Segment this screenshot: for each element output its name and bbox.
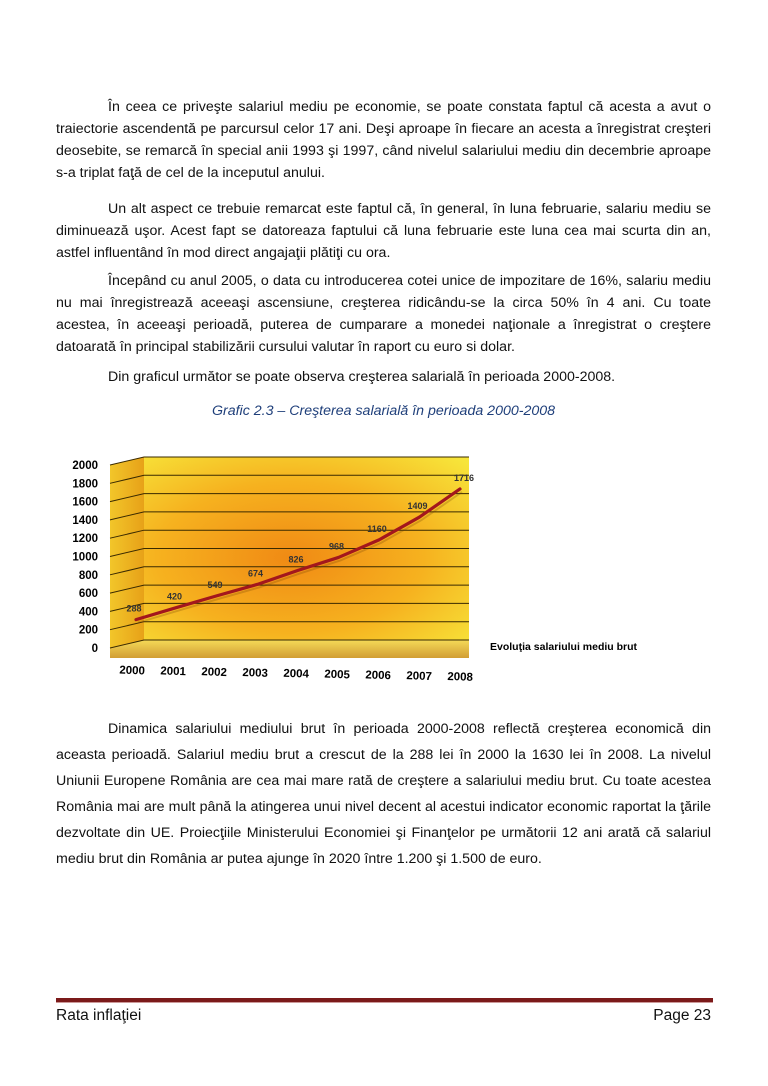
data-label: 1160 bbox=[367, 523, 387, 534]
x-tick-label: 2007 bbox=[406, 670, 433, 684]
chart-legend bbox=[490, 641, 638, 653]
chart-caption: Grafic 2.3 – Creşterea salarială în perioada 2000-2008 bbox=[211, 403, 556, 419]
x-tick-label: 2005 bbox=[324, 668, 351, 682]
data-label: 288 bbox=[126, 603, 142, 614]
data-label: 420 bbox=[166, 591, 183, 602]
y-tick-label: 1800 bbox=[72, 478, 98, 491]
paragraph-4: Din graficul următor se poate observa creşterea salarială în perioada 2000-2008. bbox=[108, 369, 616, 385]
data-label: 1716 bbox=[453, 472, 475, 483]
footer-title: Rata inflaţiei bbox=[56, 1007, 142, 1024]
y-tick-label: 800 bbox=[78, 569, 98, 582]
y-tick-label: 1200 bbox=[72, 533, 98, 546]
x-tick-label: 2004 bbox=[283, 667, 310, 681]
y-tick-label: 1600 bbox=[72, 496, 98, 509]
page-number: Page 23 bbox=[653, 1007, 711, 1024]
paragraph-5: Dinamica salariului mediului brut în perioada 2000-2008 reflectă creşterea economică din aceasta perioadă. Salariul mediu brut a crescut de la 288 lei în 2000 la 1630 lei în 2008. La nivelul Uniunii Europene România are cea mai mare rată de creştere a salariului mediu brut. Cu toate acestea România mai are mult până la atingerea unui nivel decent al acestui indicator economic raportat la ţările dezvoltate din UE. Proiecţiile Ministerului Economiei şi Finanţelor pe următorii 12 ani arată că salariul mediu brut din România ar putea ajunge în 2020 între 1.200 şi 1.500 de euro. bbox=[56, 721, 711, 867]
paragraph-2: Un alt aspect ce trebuie remarcat este faptul că, în general, în luna februarie, salariu mediu se diminuează uşor. Acest fapt se datoreaza faptului că luna februarie este luna cea mai scurta din an, astfel influentând în mod direct angajaţii plătiţi cu ora. bbox=[56, 201, 711, 261]
x-axis bbox=[119, 665, 474, 684]
y-tick-label: 200 bbox=[78, 624, 98, 637]
y-tick-label: 600 bbox=[78, 588, 98, 601]
data-label: 1409 bbox=[407, 501, 428, 512]
data-label: 968 bbox=[328, 541, 345, 552]
data-label: 674 bbox=[247, 568, 264, 579]
data-label: 549 bbox=[207, 579, 223, 590]
data-label: 826 bbox=[288, 554, 304, 565]
y-tick-label: 2000 bbox=[72, 460, 98, 472]
y-tick-label: 0 bbox=[91, 643, 98, 655]
y-tick-label: 1000 bbox=[72, 551, 98, 564]
legend-label: Evoluţia salariului mediu brut bbox=[490, 641, 638, 653]
paragraph-1: În ceea ce priveşte salariul mediu pe economie, se poate constata faptul că acesta a avut o traiectorie ascendentă pe parcursul celor 17 ani. Deşi aproape în fiecare an acesta a înregistrat creşteri deosebite, se remarcă în special anii 1993 şi 1997, când nivelul salariului mediu din decembrie aproape s-a triplat faţă de cel de la inceputul anului. bbox=[56, 99, 711, 181]
y-tick-label: 400 bbox=[78, 606, 98, 619]
x-tick-label: 2002 bbox=[201, 666, 228, 680]
salary-chart bbox=[56, 452, 656, 692]
y-axis bbox=[72, 460, 98, 655]
paragraph-3: Începând cu anul 2005, o data cu introducerea cotei unice de impozitare de 16%, salariu mediu nu mai înregistrează aceeaşi ascensiune, creşterea ridicându-se la circa 50% în 4 ani. Cu toate acestea, în aceeaşi perioadă, puterea de cumparare a monedei naţionale a înregistrat o creştere datoarată în principal stabilizării cursului valutar în raport cu euro si dolar. bbox=[56, 273, 711, 355]
footer-rule bbox=[56, 998, 713, 1003]
x-tick-label: 2003 bbox=[242, 666, 269, 680]
y-tick-label: 1400 bbox=[72, 514, 98, 527]
x-tick-label: 2006 bbox=[365, 669, 392, 683]
x-tick-label: 2008 bbox=[447, 670, 474, 684]
x-tick-label: 2000 bbox=[119, 664, 146, 678]
x-tick-label: 2001 bbox=[160, 665, 187, 679]
